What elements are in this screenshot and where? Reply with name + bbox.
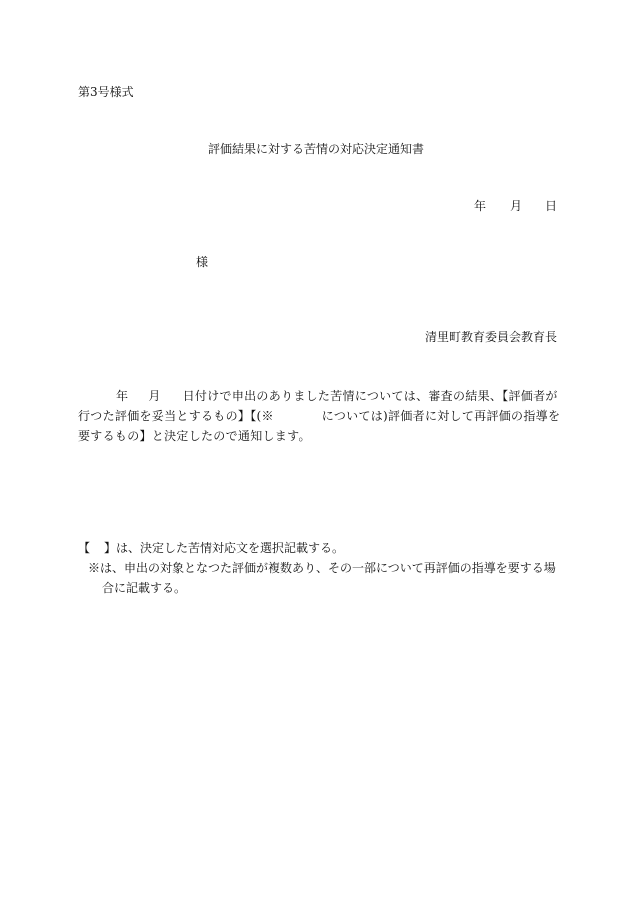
notes-section — [78, 538, 557, 598]
body-year-label: 年 — [116, 389, 129, 403]
note-1 — [78, 538, 557, 558]
body-line-2 — [78, 406, 561, 426]
addressee-honorific: 様 — [196, 255, 209, 269]
note-1-text: 】は、決定した苦情対応文を選択記載する。 — [104, 541, 345, 555]
note-2-line-2: 合に記載する。 — [102, 581, 187, 595]
sender-name: 清里町教育委員会教育長 — [424, 330, 557, 344]
body-line-3: 要するもの】と決定したので通知します。 — [78, 429, 311, 443]
body-line-1-text: 日付けで申出のありました苦情については、審査の結果、【評価者が — [182, 389, 558, 403]
body-month-label: 月 — [148, 389, 161, 403]
date-day-label: 日 — [545, 199, 558, 213]
date-month-label: 月 — [510, 199, 523, 213]
note-2-line-1: ※は、申出の対象となつた評価が複数あり、その一部について再評価の指導を要する場 — [88, 561, 556, 575]
notice-body — [78, 386, 561, 446]
body-line-2-text-b: については)評価者に対して再評価の指導を — [321, 409, 561, 423]
form-number: 第3号様式 — [78, 85, 134, 99]
date-year-label: 年 — [474, 199, 487, 213]
document-title: 評価結果に対する苦情の対応決定通知書 — [208, 142, 425, 156]
body-line-1 — [78, 386, 557, 406]
note-1-open-bracket: 【 — [78, 541, 91, 555]
body-line-2-text-a: 行つた評価を妥当とするもの】【(※ — [78, 409, 274, 423]
